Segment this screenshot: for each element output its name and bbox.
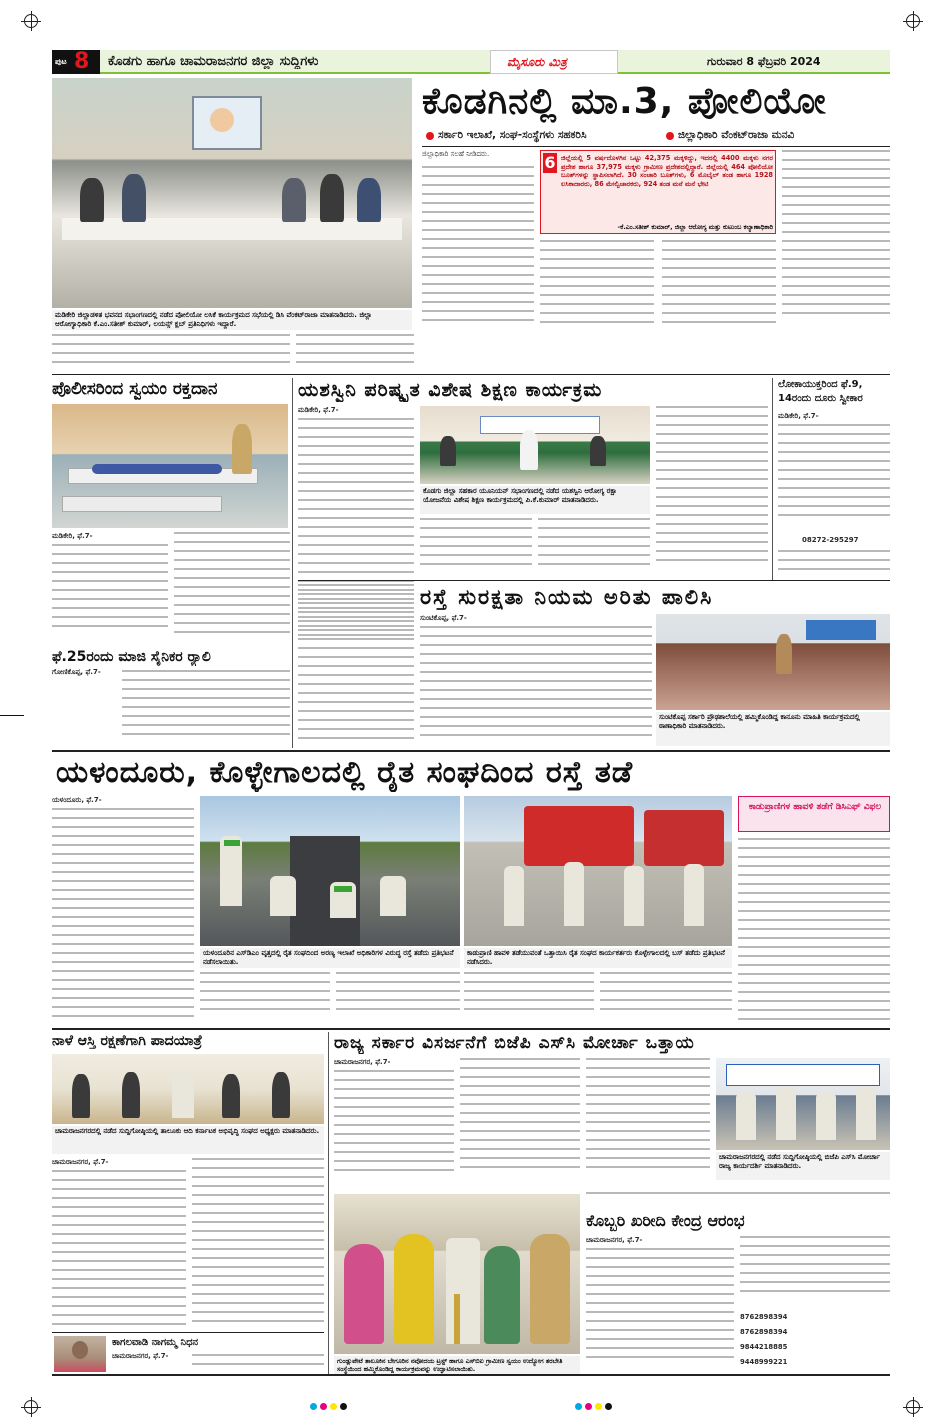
training-body-3: [538, 518, 650, 578]
copra-phone-list: [740, 1310, 890, 1374]
section-title: ಕೊಡಗು ಹಾಗೂ ಚಾಮರಾಜನಗರ ಜಿಲ್ಲಾ ಸುದ್ದಿಗಳು: [108, 54, 319, 69]
divider: [52, 374, 890, 375]
copra-body-2: [740, 1236, 890, 1306]
woman-figure: [394, 1234, 434, 1344]
lead-byline: ಜಿಲ್ಲಾಧಿಕಾರಿ ಸಲಹೆ ನೀಡಿದರು.: [422, 150, 490, 158]
drop-cap: 6: [544, 153, 556, 172]
attendee-figure: [776, 1088, 796, 1140]
training-photo-caption: ಕೊಡಗು ಜಿಲ್ಲಾ ಸಹಕಾರ ಯೂನಿಯನ್ ಸಭಾಂಗಣದಲ್ಲಿ ನಡೆದ ಯಶಸ್ವಿನಿ ಆರೋಗ್ಯ ರಕ್ಷಾ ಯೋಜನೆಯ ವಿಶೇಷ ಶಿಕ್ಷಣ ಕಾರ್ಯಕ್ರಮದಲ್ಲಿ ಪಿ.ಕೆ.ಕುಮಾರ್ ಮಾತನಾಡಿದರು.: [420, 486, 650, 514]
padayatra-photo: [52, 1054, 324, 1124]
bus: [644, 810, 724, 866]
banner: [480, 416, 600, 434]
bjp-body-3: [586, 1058, 710, 1190]
column-rule: [292, 378, 293, 748]
column-rule: [772, 378, 773, 580]
police-blood-body-2: [174, 532, 290, 644]
fold-mark: [0, 715, 24, 716]
speaker-figure: [520, 430, 538, 470]
farmers-caption-right: ಕಾಡುಪ್ರಾಣಿ ಹಾವಳಿ ತಡೆಯುವಂತೆ ಒತ್ತಾಯಿಸಿ ರೈತ ಸಂಘದ ಕಾರ್ಯಕರ್ತರು ಕೊಳ್ಳೇಗಾಲದಲ್ಲಿ ಬಸ್ ತಡೆದು ಪ್ರತಿಭಟನೆ ನಡೆಸಿದರು.: [464, 948, 732, 968]
paper-name-logo: ಮೈಸೂರು ಮಿತ್ರ: [507, 55, 567, 69]
conference-table: [62, 218, 402, 240]
road-safety-body: [420, 626, 652, 748]
attendee-figure: [590, 436, 606, 466]
bjp-dateline: ಚಾಮರಾಜನಗರ, ಫೆ.7-: [334, 1058, 391, 1066]
column-rule: [328, 1032, 329, 1374]
farmer-figure: [380, 876, 406, 916]
green-shawl: [224, 840, 240, 846]
obituary-portrait: [54, 1336, 106, 1372]
paper-logo-box: [490, 50, 618, 74]
training-dateline: ಮಡಿಕೇರಿ, ಫೆ.7-: [298, 406, 339, 414]
attendee-figure: [282, 178, 306, 222]
lokayukta-headline: ಲೋಕಾಯುಕ್ತರಿಂದ ಫೆ.9, 14ರಂದು ದೂರು ಸ್ವೀಕಾರ: [778, 379, 863, 404]
bjp-body-2: [460, 1058, 580, 1190]
training-body-5: [298, 584, 414, 748]
lead-body-column-3: [662, 240, 776, 332]
farmer-figure: [270, 876, 296, 916]
padayatra-body-1: [52, 1170, 186, 1330]
banner: [806, 620, 876, 640]
padayatra-headline: ನಾಳೆ ಆಸ್ತಿ ರಕ್ಷಣೆಗಾಗಿ ಪಾದಯಾತ್ರೆ: [52, 1033, 203, 1049]
attendee-figure: [357, 178, 381, 222]
lead-sub-right: ಜಿಲ್ಲಾಧಿಕಾರಿ ವೆಂಕಟ್‌ರಾಜಾ ಮನವಿ: [678, 129, 795, 141]
obituary-body: [192, 1354, 324, 1374]
farmers-headline: ಯಳಂದೂರು, ಕೊಳ್ಳೇಗಾಲದಲ್ಲಿ ರೈತ ಸಂಘದಿಂದ ರಸ್ತೆ ತಡೆ: [56, 755, 634, 790]
attendee-figure: [440, 436, 456, 466]
green-shawl: [334, 886, 352, 892]
bjp-press-photo: [716, 1058, 890, 1150]
divider: [422, 146, 890, 147]
polio-stats-box: [540, 150, 776, 234]
cmyk-dot-magenta: [320, 1403, 327, 1410]
rally-body: [122, 670, 290, 748]
farmers-protest-photo-left: [200, 796, 460, 946]
farmer-figure: [220, 836, 242, 906]
farmers-caption-left: ಯಳಂದೂರಿನ ಎಸ್‌ಡಿಎಂ ವೃತ್ತದಲ್ಲಿ ರೈತ ಸಂಘದಿಂದ ಅರಣ್ಯ ಇಲಾಖೆ ಅಧಿಕಾರಿಗಳ ವಿರುದ್ಧ ರಸ್ತೆ ತಡೆದು ಪ್ರತಿಭಟನೆ ನಡೆಸಲಾಯಿತು.: [200, 948, 460, 968]
bus: [524, 806, 634, 866]
farmers-body-3: [336, 972, 460, 1024]
lokayukta-body: [778, 424, 890, 534]
man-figure: [446, 1238, 480, 1344]
bullet-icon: [426, 132, 434, 140]
newspaper-page: [52, 44, 890, 1374]
cmyk-dot-black-2: [605, 1403, 612, 1410]
road-safety-photo: [656, 614, 890, 710]
speaker-figure: [172, 1070, 194, 1118]
registration-mark-bottom-right: [906, 1400, 920, 1414]
page-label: ಪುಟ: [55, 57, 67, 66]
rally-dateline: ಗೋಣಿಕೊಪ್ಪ, ಫೆ.7-: [52, 668, 101, 676]
copra-phone: 8762898394: [740, 1328, 788, 1336]
training-photo: [420, 406, 650, 484]
farmers-sidebar-body: [738, 838, 890, 1024]
cmyk-dot-yellow-2: [595, 1403, 602, 1410]
attendee-figure: [72, 1074, 90, 1118]
woman-figure: [484, 1246, 520, 1344]
farmers-dateline: ಯಳಂದೂರು, ಫೆ.7-: [52, 796, 102, 804]
copra-phone: 9448999221: [740, 1358, 788, 1366]
farmer-figure: [684, 864, 704, 926]
cmyk-dot-cyan: [310, 1403, 317, 1410]
attendee-figure: [80, 178, 104, 222]
polio-stats-text: ಜಿಲ್ಲೆಯಲ್ಲಿ 5 ವರ್ಷದೊಳಗಿನ ಒಟ್ಟು 42,375 ಮಕ್ಕಳಿದ್ದು, ಇದರಲ್ಲಿ 4400 ಮಕ್ಕಳು ನಗರ ಪ್ರದೇಶ ಹಾಗೂ 37,975 ಮಕ್ಕಳು ಗ್ರಾಮೀಣ ಪ್ರದೇಶದಲ್ಲಿದ್ದಾರೆ. ಜಿಲ್ಲೆಯಲ್ಲಿ 464 ಪೋಲಿಯೋ ಬೂತ್‌ಗಳನ್ನು ಸ್ಥಾಪಿಸಲಾಗಿದೆ. 30 ಸಂಚಾರಿ ಬೂತ್‌ಗಳು, 6 ಮೊಬೈಲ್ ತಂಡ ಹಾಗೂ 1928 ಲಸಿಕಾದಾರರು, 86 ಮೇಲ್ವಿಚಾರಕರು, 924 ತಂಡ ಮನೆ ಮನೆ ಭೇಟಿ: [561, 154, 773, 188]
training-body-2: [420, 518, 532, 578]
divider: [298, 580, 890, 581]
lead-body-column-1: [422, 166, 534, 331]
lokayukta-phone: 08272-295297: [802, 536, 859, 544]
page-number: 8: [74, 49, 90, 74]
police-blood-headline: ಪೊಲೀಸರಿಂದ ಸ್ವಯಂ ರಕ್ತದಾನ: [52, 379, 218, 399]
farmers-body-5: [600, 972, 732, 1024]
page-number-block: [52, 50, 100, 74]
polio-photo-caption: ಮಡಿಕೇರಿ ಜಿಲ್ಲಾಡಳಿತ ಭವನದ ಸಭಾಂಗಣದಲ್ಲಿ ನಡೆದ ಪೋಲಿಯೋ ಲಸಿಕೆ ಕಾರ್ಯಕ್ರಮದ ಸಭೆಯಲ್ಲಿ ಡಿಸಿ ವೆಂಕಟ್‌ರಾಜಾ ಮಾತನಾಡಿದರು. ಜಿಲ್ಲಾ ಆರೋಗ್ಯಾಧಿಕಾರಿ ಕೆ.ಎಂ.ಸತೀಶ್ ಕುಮಾರ್, ಲಯನ್ಸ್ ಕ್ಲಬ್ ಪ್ರತಿನಿಧಿಗಳು ಇದ್ದಾರೆ.: [52, 310, 412, 330]
polio-stats-source: -ಕೆ.ಎಂ.ಸತೀಶ್ ಕುಮಾರ್, ಜಿಲ್ಲಾ ಆರೋಗ್ಯ ಮತ್ತು ಕುಟುಂಬ ಕಲ್ಯಾಣಾಧಿಕಾರಿ: [617, 223, 773, 231]
road-safety-dateline: ಸುಂಟಿಕೊಪ್ಪ, ಫೆ.7-: [420, 614, 467, 622]
issue-date: ಗುರುವಾರ 8 ಫೆಬ್ರವರಿ 2024: [707, 55, 821, 68]
banner: [726, 1064, 880, 1086]
lokayukta-dateline: ಮಡಿಕೇರಿ, ಫೆ.7-: [778, 412, 819, 420]
attendee-figure: [272, 1072, 290, 1118]
blood-donation-photo: [52, 404, 288, 528]
attendee-figure: [736, 1092, 756, 1140]
lokayukta-body-2: [778, 550, 890, 580]
attendee-figure: [856, 1088, 876, 1140]
farmers-sidebar-box: [738, 796, 890, 832]
divider: [52, 1332, 324, 1333]
lead-body-column-4: [782, 150, 890, 332]
page-bottom-rule: [52, 1374, 890, 1376]
farmers-body-2: [200, 972, 330, 1024]
lead-subheadline-row: [422, 128, 890, 144]
copra-body-1: [586, 1248, 734, 1374]
registration-mark-bottom-left: [24, 1400, 38, 1414]
attendee-figure: [816, 1092, 836, 1140]
attendee-figure: [320, 174, 344, 222]
cmyk-dot-magenta-2: [585, 1403, 592, 1410]
attendee-figure: [222, 1074, 240, 1118]
police-blood-body-1: [52, 544, 168, 644]
registration-mark-top-left: [24, 14, 38, 28]
lamp-photo-caption: ಗುಂಡ್ಲುಪೇಟೆ ತಾಲೂಕಿನ ಬೇಗೂರಿನ ನವೋದಯ ಟ್ರಸ್ಟ್ ಹಾಗೂ ಎಸ್‌ಬಿಐ ಗ್ರಾಮೀಣ ಸ್ವಯಂ ಉದ್ಯೋಗ ತರಬೇತಿ ಸಂಸ್ಥೆಯಿಂದ ಹಮ್ಮಿಕೊಂಡಿದ್ದ ಕಾರ್ಯಕ್ರಮವನ್ನು ಉದ್ಘಾಟಿಸಲಾಯಿತು.: [334, 1356, 580, 1374]
farmer-figure: [564, 862, 584, 926]
oil-lamp: [454, 1294, 460, 1344]
attendee-figure: [122, 1072, 140, 1118]
farmers-body-1: [52, 808, 194, 1024]
obituary-dateline: ಚಾಮರಾಜನಗರ, ಫೆ.7-: [112, 1352, 169, 1360]
cmyk-dot-yellow: [330, 1403, 337, 1410]
copra-phone: 9844218885: [740, 1343, 788, 1351]
woman-figure: [344, 1244, 384, 1344]
farmers-protest-photo-right: [464, 796, 732, 946]
padayatra-photo-caption: ಚಾಮರಾಜನಗರದಲ್ಲಿ ನಡೆದ ಸುದ್ದಿಗೋಷ್ಠಿಯಲ್ಲಿ ತಾಲೂಕು ಆದಿ ಕರ್ನಾಟಕ ಅಭಿವೃದ್ಧಿ ಸಂಘದ ಅಧ್ಯಕ್ಷರು ಮಾತನಾಡಿದರು.: [52, 1126, 324, 1154]
bjp-body-4: [586, 1192, 890, 1206]
lead-body-continued-2: [296, 334, 414, 374]
copra-dateline: ಚಾಮರಾಜನಗರ, ಫೆ.7-: [586, 1236, 643, 1244]
divider: [52, 750, 890, 752]
lamp-lighting-photo: [334, 1194, 580, 1354]
copra-phone: 8762898394: [740, 1313, 788, 1321]
bjp-body-1: [334, 1070, 454, 1190]
bullet-icon: [666, 132, 674, 140]
cmyk-dot-black: [340, 1403, 347, 1410]
lead-body-column-2: [540, 240, 654, 332]
polio-meeting-photo: [52, 78, 412, 308]
bjp-photo-caption: ಚಾಮರಾಜನಗರದಲ್ಲಿ ನಡೆದ ಸುದ್ದಿಗೋಷ್ಠಿಯಲ್ಲಿ ಬಿಜೆಪಿ ಎಸ್‌ಸಿ ಮೋರ್ಚಾ ರಾಜ್ಯ ಕಾರ್ಯದರ್ಶಿ ಮಾತನಾಡಿದರು.: [716, 1152, 890, 1180]
farmer-figure: [504, 866, 524, 926]
farmer-figure: [624, 866, 644, 926]
registration-mark-top-right: [906, 14, 920, 28]
padayatra-dateline: ಚಾಮರಾಜನಗರ, ಫೆ.7-: [52, 1158, 109, 1166]
training-body-4: [656, 406, 768, 578]
portrait-face: [72, 1341, 88, 1359]
police-blood-dateline: ಮಡಿಕೇರಿ, ಫೆ.7-: [52, 532, 93, 540]
lead-sub-left: ಸರ್ಕಾರಿ ಇಲಾಖೆ, ಸಂಘ-ಸಂಸ್ಥೆಗಳು ಸಹಕರಿಸಿ: [438, 129, 587, 141]
policeman-figure: [776, 634, 792, 674]
copra-headline: ಕೊಬ್ಬರಿ ಖರೀದಿ ಕೇಂದ್ರ ಆರಂಭ: [586, 1211, 745, 1230]
donation-bed: [62, 496, 222, 512]
bjp-headline: ರಾಜ್ಯ ಸರ್ಕಾರ ವಿಸರ್ಜನೆಗೆ ಬಿಜೆಪಿ ಎಸ್‌ಸಿ ಮೋರ್ಚಾ ಒತ್ತಾಯ: [334, 1033, 695, 1053]
policeman-figure: [232, 424, 252, 474]
rally-headline: ಫೆ.25ರಂದು ಮಾಜಿ ಸೈನಿಕರ ರ‍್ಯಾಲಿ: [52, 649, 211, 665]
road-safety-photo-caption: ಸುಂಟಿಕೊಪ್ಪ ಸರ್ಕಾರಿ ಪ್ರೌಢಶಾಲೆಯಲ್ಲಿ ಹಮ್ಮಿಕೊಂಡಿದ್ದ ಕಾನೂನು ಮಾಹಿತಿ ಕಾರ್ಯಕ್ರಮದಲ್ಲಿ ಠಾಣಾಧಿಕಾರಿ ಮಾತನಾಡಿದರು.: [656, 712, 890, 746]
road-safety-headline: ರಸ್ತೆ ಸುರಕ್ಷತಾ ನಿಯಮ ಅರಿತು ಪಾಲಿಸಿ: [420, 585, 714, 609]
lead-headline: ಕೊಡಗಿನಲ್ಲಿ ಮಾ.3, ಪೋಲಿಯೋ: [422, 81, 827, 122]
screen-baby-image: [210, 108, 234, 132]
lead-body-continued: [52, 334, 290, 374]
policeman-figure: [530, 1234, 570, 1344]
training-headline: ಯಶಸ್ವಿನಿ ಪರಿಷ್ಕೃತ ವಿಶೇಷ ಶಿಕ್ಷಣ ಕಾರ್ಯಕ್ರಮ: [298, 379, 603, 401]
donor-figure: [92, 464, 222, 474]
padayatra-body-2: [192, 1158, 324, 1330]
cmyk-dot-cyan-2: [575, 1403, 582, 1410]
divider: [52, 1028, 890, 1030]
attendee-figure: [122, 174, 146, 222]
farmers-body-4: [464, 972, 594, 1024]
obituary-headline: ಕಾಗಲವಾಡಿ ನಾಗಮ್ಮ ನಿಧನ: [112, 1337, 199, 1348]
farmers-sidebar-title: ಕಾಡುಪ್ರಾಣಿಗಳ ಹಾವಳಿ ತಡೆಗೆ ಡಿಸಿಎಫ್ ವಿಫಲ: [748, 802, 882, 812]
